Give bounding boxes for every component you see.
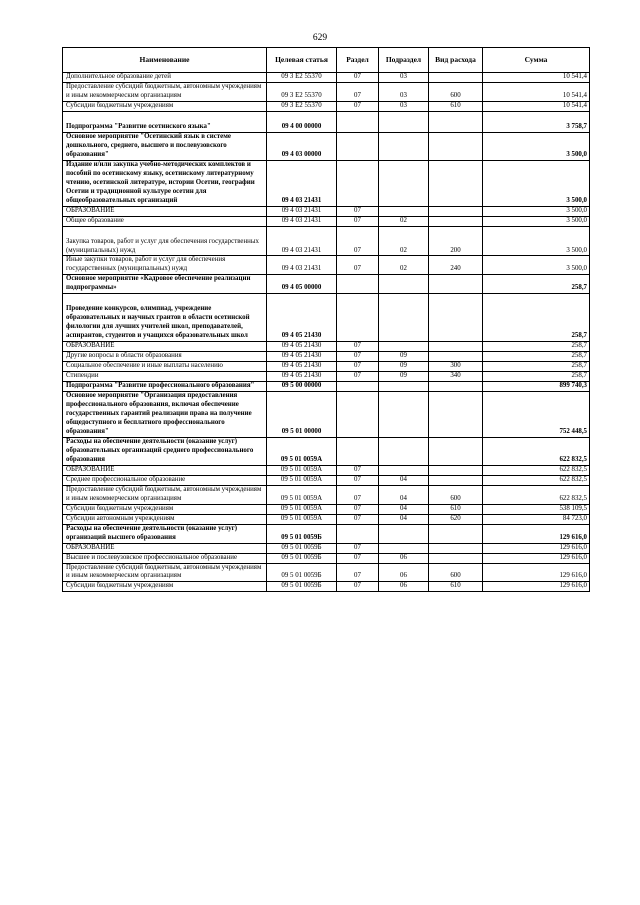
cell-name: Высшее и послевузовское профессиональное образование xyxy=(63,553,267,563)
cell-expense-type xyxy=(429,275,483,294)
table-row xyxy=(63,226,590,256)
cell-target-article: 09 4 03 21431 xyxy=(267,160,337,206)
cell-section xyxy=(337,524,379,543)
cell-section xyxy=(337,437,379,465)
cell-name: Основное мероприятие «Кадровое обеспечение реализации подпрограммы» xyxy=(63,275,267,294)
cell-expense-type xyxy=(429,352,483,362)
cell-name: ОБРАЗОВАНИЕ xyxy=(63,342,267,352)
cell-amount: 258,7 xyxy=(483,362,590,372)
cell-section: 07 xyxy=(337,362,379,372)
cell-target-article: 09 5 01 0059А xyxy=(267,514,337,524)
cell-target-article: 09 3 E2 55370 xyxy=(267,73,337,83)
cell-section xyxy=(337,275,379,294)
cell-section: 07 xyxy=(337,543,379,553)
cell-amount: 129 616,0 xyxy=(483,582,590,592)
cell-amount: 258,7 xyxy=(483,294,590,342)
cell-name: Закупка товаров, работ и услуг для обеспечения государственных (муниципальных) нужд xyxy=(63,226,267,256)
table-row xyxy=(63,206,590,216)
cell-name: Дополнительное образование детей xyxy=(63,73,267,83)
cell-subsection: 02 xyxy=(379,226,429,256)
table-row xyxy=(63,437,590,465)
cell-name: Расходы на обеспечение деятельности (оказание услуг) организаций высшего образования xyxy=(63,524,267,543)
cell-section: 07 xyxy=(337,82,379,101)
column-header-subsection: Подраздел xyxy=(379,48,429,73)
cell-amount: 899 740,3 xyxy=(483,382,590,392)
cell-section xyxy=(337,294,379,342)
cell-expense-type xyxy=(429,73,483,83)
cell-subsection xyxy=(379,543,429,553)
cell-name: Расходы на обеспечение деятельности (оказание услуг) образовательных организаций среднего профессионального образования xyxy=(63,437,267,465)
cell-target-article: 09 4 05 21430 xyxy=(267,352,337,362)
cell-target-article: 09 5 01 0059Б xyxy=(267,582,337,592)
cell-target-article: 09 4 05 00000 xyxy=(267,275,337,294)
cell-amount: 3 500,0 xyxy=(483,216,590,226)
cell-expense-type: 600 xyxy=(429,563,483,582)
cell-subsection: 02 xyxy=(379,216,429,226)
cell-section: 07 xyxy=(337,352,379,362)
cell-expense-type xyxy=(429,216,483,226)
cell-name: Предоставление субсидий бюджетным, автономным учреждениям и иным некоммерческим организациям xyxy=(63,485,267,504)
cell-amount: 129 616,0 xyxy=(483,543,590,553)
table-body xyxy=(63,73,590,592)
table-row xyxy=(63,73,590,83)
budget-table xyxy=(62,47,590,592)
cell-subsection: 04 xyxy=(379,504,429,514)
cell-section: 07 xyxy=(337,73,379,83)
cell-target-article: 09 5 01 00000 xyxy=(267,392,337,438)
cell-section: 07 xyxy=(337,485,379,504)
cell-expense-type xyxy=(429,294,483,342)
cell-expense-type: 200 xyxy=(429,226,483,256)
cell-expense-type xyxy=(429,132,483,160)
cell-target-article: 09 4 05 21430 xyxy=(267,342,337,352)
cell-subsection xyxy=(379,342,429,352)
cell-expense-type: 600 xyxy=(429,485,483,504)
cell-name: ОБРАЗОВАНИЕ xyxy=(63,465,267,475)
table-row xyxy=(63,524,590,543)
cell-target-article: 09 5 01 0059А xyxy=(267,437,337,465)
cell-section: 07 xyxy=(337,206,379,216)
cell-amount: 84 723,0 xyxy=(483,514,590,524)
cell-amount: 622 832,5 xyxy=(483,475,590,485)
cell-subsection: 04 xyxy=(379,514,429,524)
cell-target-article: 09 3 E2 55370 xyxy=(267,82,337,101)
cell-amount: 129 616,0 xyxy=(483,563,590,582)
cell-target-article: 09 4 05 21430 xyxy=(267,372,337,382)
table-row xyxy=(63,101,590,111)
cell-section: 07 xyxy=(337,101,379,111)
cell-target-article: 09 5 01 0059Б xyxy=(267,543,337,553)
cell-target-article: 09 5 01 0059А xyxy=(267,485,337,504)
cell-name: Субсидии бюджетным учреждениям xyxy=(63,101,267,111)
cell-section: 07 xyxy=(337,342,379,352)
cell-section: 07 xyxy=(337,226,379,256)
cell-subsection: 03 xyxy=(379,73,429,83)
cell-name: Предоставление субсидий бюджетным, автономным учреждениям и иным некоммерческим организациям xyxy=(63,563,267,582)
cell-section: 07 xyxy=(337,553,379,563)
cell-amount: 3 500,0 xyxy=(483,256,590,275)
cell-target-article: 09 4 03 21431 xyxy=(267,256,337,275)
cell-amount: 622 832,5 xyxy=(483,465,590,475)
cell-name: Другие вопросы в области образования xyxy=(63,352,267,362)
cell-expense-type xyxy=(429,392,483,438)
cell-section xyxy=(337,392,379,438)
cell-name: Субсидии бюджетным учреждениям xyxy=(63,504,267,514)
cell-expense-type xyxy=(429,382,483,392)
table-row xyxy=(63,372,590,382)
cell-subsection: 09 xyxy=(379,352,429,362)
cell-target-article: 09 4 03 21431 xyxy=(267,226,337,256)
cell-expense-type xyxy=(429,111,483,132)
cell-target-article: 09 5 01 0059А xyxy=(267,475,337,485)
cell-name: ОБРАЗОВАНИЕ xyxy=(63,543,267,553)
cell-amount: 129 616,0 xyxy=(483,553,590,563)
cell-target-article: 09 3 E2 55370 xyxy=(267,101,337,111)
cell-subsection xyxy=(379,160,429,206)
cell-name: Иные закупки товаров, работ и услуг для обеспечения государственных (муниципальных) нужд xyxy=(63,256,267,275)
cell-subsection xyxy=(379,524,429,543)
cell-target-article: 09 5 01 0059Б xyxy=(267,524,337,543)
table-row xyxy=(63,392,590,438)
cell-subsection: 04 xyxy=(379,485,429,504)
cell-expense-type xyxy=(429,160,483,206)
cell-expense-type: 610 xyxy=(429,101,483,111)
cell-amount: 3 500,0 xyxy=(483,132,590,160)
table-row xyxy=(63,543,590,553)
table-row xyxy=(63,514,590,524)
cell-target-article: 09 5 01 0059А xyxy=(267,465,337,475)
cell-expense-type xyxy=(429,475,483,485)
cell-subsection: 09 xyxy=(379,372,429,382)
cell-subsection xyxy=(379,275,429,294)
cell-target-article: 09 5 01 0059А xyxy=(267,504,337,514)
cell-subsection xyxy=(379,132,429,160)
table-row xyxy=(63,465,590,475)
cell-name: Основное мероприятие "Осетинский язык в системе дошкольного, среднего, высшего и послевузовского образования" xyxy=(63,132,267,160)
cell-target-article: 09 4 05 21430 xyxy=(267,362,337,372)
cell-name: Издание и/или закупка учебно-методических комплектов и пособий по осетинскому языку, осетинскому литературному чтению, осетинской литературе, истории Осетии, географии Осетии и традиционной культуре осетин для общеобразовательных организаций xyxy=(63,160,267,206)
cell-section: 07 xyxy=(337,216,379,226)
column-header-section: Раздел xyxy=(337,48,379,73)
cell-subsection: 06 xyxy=(379,563,429,582)
cell-section: 07 xyxy=(337,256,379,275)
cell-subsection: 03 xyxy=(379,101,429,111)
cell-name: Проведение конкурсов, олимпиад, учреждение образовательных и научных грантов в области осетинской филологии для лучших учителей школ, преподавателей, аспирантов, студентов и учащихся образовательных школ xyxy=(63,294,267,342)
cell-name: Общее образование xyxy=(63,216,267,226)
table-row xyxy=(63,362,590,372)
table-row xyxy=(63,111,590,132)
cell-expense-type: 300 xyxy=(429,362,483,372)
cell-target-article: 09 4 03 00000 xyxy=(267,132,337,160)
cell-expense-type: 610 xyxy=(429,504,483,514)
cell-expense-type xyxy=(429,524,483,543)
table-row xyxy=(63,160,590,206)
cell-amount: 538 109,5 xyxy=(483,504,590,514)
cell-expense-type xyxy=(429,465,483,475)
cell-subsection: 02 xyxy=(379,256,429,275)
cell-amount: 258,7 xyxy=(483,372,590,382)
cell-name: Подпрограмма "Развитие осетинского языка" xyxy=(63,111,267,132)
cell-expense-type xyxy=(429,543,483,553)
cell-name: Основное мероприятие "Организация предоставления профессионального образования, включая обеспечение государственных гарантий реализации права на получение общедоступного и бесплатного профессионального образования" xyxy=(63,392,267,438)
cell-section: 07 xyxy=(337,475,379,485)
cell-amount: 3 500,0 xyxy=(483,206,590,216)
cell-name: ОБРАЗОВАНИЕ xyxy=(63,206,267,216)
cell-subsection xyxy=(379,111,429,132)
cell-name: Подпрограмма "Развитие профессионального образования" xyxy=(63,382,267,392)
column-header-amount: Сумма xyxy=(483,48,590,73)
table-row xyxy=(63,563,590,582)
table-row xyxy=(63,82,590,101)
cell-amount: 10 541,4 xyxy=(483,73,590,83)
table-row xyxy=(63,504,590,514)
cell-section: 07 xyxy=(337,465,379,475)
cell-amount: 258,7 xyxy=(483,352,590,362)
cell-name: Предоставление субсидий бюджетным, автономным учреждениям и иным некоммерческим организациям xyxy=(63,82,267,101)
cell-section xyxy=(337,111,379,132)
cell-amount: 622 832,5 xyxy=(483,485,590,504)
column-header-target-article: Целевая статья xyxy=(267,48,337,73)
cell-amount: 3 500,0 xyxy=(483,160,590,206)
table-row xyxy=(63,553,590,563)
cell-name: Среднее профессиональное образование xyxy=(63,475,267,485)
cell-section: 07 xyxy=(337,582,379,592)
table-row xyxy=(63,475,590,485)
cell-expense-type: 620 xyxy=(429,514,483,524)
cell-expense-type: 610 xyxy=(429,582,483,592)
cell-amount: 258,7 xyxy=(483,275,590,294)
cell-expense-type xyxy=(429,206,483,216)
cell-section: 07 xyxy=(337,504,379,514)
cell-amount: 3 500,0 xyxy=(483,226,590,256)
cell-name: Стипендии xyxy=(63,372,267,382)
cell-target-article: 09 4 03 21431 xyxy=(267,206,337,216)
page-number: 629 xyxy=(312,33,328,43)
table-row xyxy=(63,275,590,294)
cell-target-article: 09 5 01 0059Б xyxy=(267,553,337,563)
cell-amount: 10 541,4 xyxy=(483,82,590,101)
cell-amount: 752 448,5 xyxy=(483,392,590,438)
cell-target-article: 09 4 00 00000 xyxy=(267,111,337,132)
cell-subsection xyxy=(379,437,429,465)
table-row xyxy=(63,382,590,392)
table-row xyxy=(63,132,590,160)
cell-section xyxy=(337,382,379,392)
cell-expense-type: 600 xyxy=(429,82,483,101)
cell-section: 07 xyxy=(337,372,379,382)
table-row xyxy=(63,294,590,342)
cell-amount: 258,7 xyxy=(483,342,590,352)
cell-section: 07 xyxy=(337,514,379,524)
table-row xyxy=(63,485,590,504)
table-row xyxy=(63,216,590,226)
cell-target-article: 09 4 05 21430 xyxy=(267,294,337,342)
cell-section xyxy=(337,160,379,206)
cell-subsection xyxy=(379,206,429,216)
cell-subsection xyxy=(379,382,429,392)
cell-name: Социальное обеспечение и иные выплаты населению xyxy=(63,362,267,372)
table-header-row xyxy=(63,48,590,73)
cell-subsection: 06 xyxy=(379,582,429,592)
cell-expense-type xyxy=(429,553,483,563)
cell-expense-type xyxy=(429,342,483,352)
cell-amount: 622 832,5 xyxy=(483,437,590,465)
cell-amount: 3 758,7 xyxy=(483,111,590,132)
table-row xyxy=(63,256,590,275)
cell-subsection: 06 xyxy=(379,553,429,563)
cell-section xyxy=(337,132,379,160)
cell-subsection xyxy=(379,392,429,438)
column-header-expense-type: Вид расхода xyxy=(429,48,483,73)
cell-target-article: 09 5 00 00000 xyxy=(267,382,337,392)
cell-subsection: 09 xyxy=(379,362,429,372)
cell-name: Субсидии автономным учреждениям xyxy=(63,514,267,524)
cell-subsection: 03 xyxy=(379,82,429,101)
cell-expense-type: 240 xyxy=(429,256,483,275)
cell-name: Субсидии бюджетным учреждениям xyxy=(63,582,267,592)
cell-subsection xyxy=(379,294,429,342)
cell-amount: 10 541,4 xyxy=(483,101,590,111)
cell-subsection xyxy=(379,465,429,475)
column-header-name: Наименование xyxy=(63,48,267,73)
cell-expense-type: 340 xyxy=(429,372,483,382)
table-row xyxy=(63,342,590,352)
cell-subsection: 04 xyxy=(379,475,429,485)
cell-section: 07 xyxy=(337,563,379,582)
table-row xyxy=(63,582,590,592)
cell-target-article: 09 4 03 21431 xyxy=(267,216,337,226)
table-row xyxy=(63,352,590,362)
cell-target-article: 09 5 01 0059Б xyxy=(267,563,337,582)
cell-expense-type xyxy=(429,437,483,465)
cell-amount: 129 616,0 xyxy=(483,524,590,543)
